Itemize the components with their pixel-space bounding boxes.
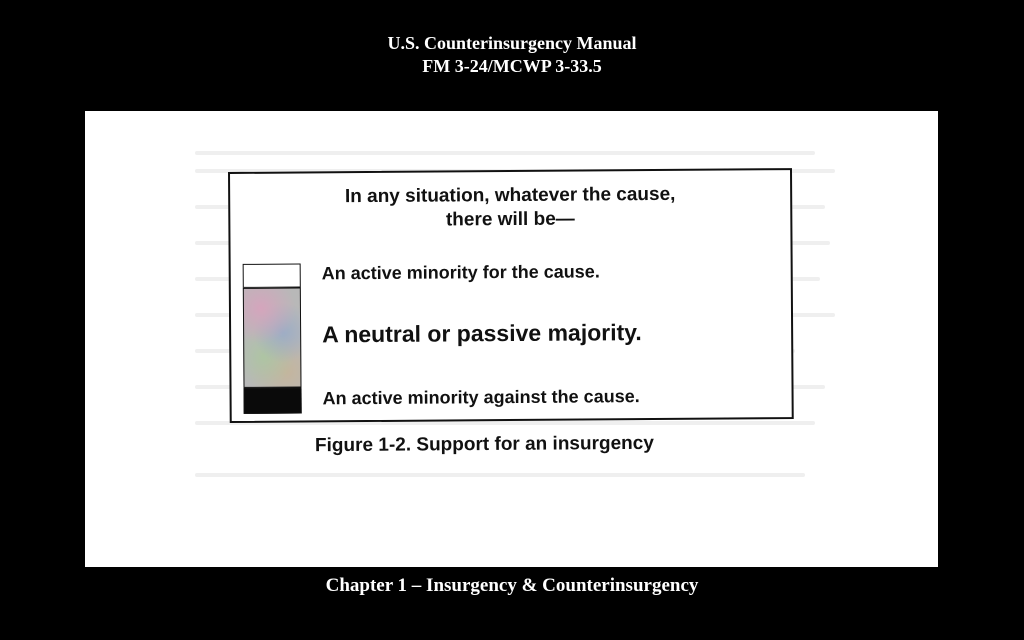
swatch-neutral-majority <box>243 287 302 387</box>
label-active-minority-for: An active minority for the cause. <box>321 261 600 284</box>
manual-title: U.S. Counterinsurgency Manual <box>387 33 637 53</box>
ghost-text-line <box>195 151 815 155</box>
swatch-active-minority-for <box>243 263 301 287</box>
figure-heading-line: there will be— <box>445 208 575 231</box>
label-active-minority-against: An active minority against the cause. <box>322 386 640 409</box>
support-bar <box>243 263 302 413</box>
manual-subtitle: FM 3-24/MCWP 3-33.5 <box>422 56 602 76</box>
swatch-active-minority-against <box>244 387 302 413</box>
figure-heading-line: In any situation, whatever the cause, <box>344 183 676 208</box>
figure-heading <box>230 182 790 234</box>
ghost-text-line <box>195 473 805 477</box>
chapter-footer: Chapter 1 – Insurgency & Counterinsurgency <box>325 575 699 596</box>
slide-header <box>0 32 1024 78</box>
figure-caption: Figure 1-2. Support for an insurgency <box>314 432 654 457</box>
figure-box <box>228 168 794 423</box>
label-neutral-majority: A neutral or passive majority. <box>322 319 642 348</box>
scanned-page-panel <box>85 111 938 567</box>
